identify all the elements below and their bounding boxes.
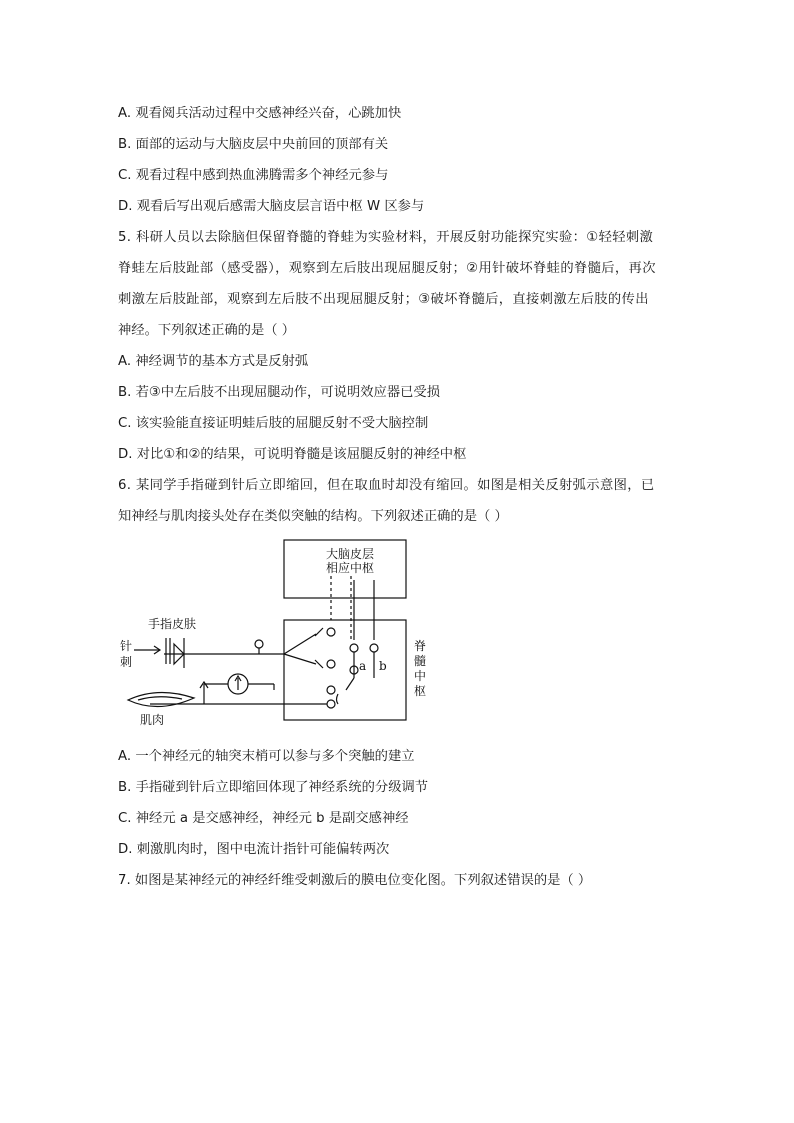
skin-label: 手指皮肤 bbox=[148, 617, 197, 631]
q5-option-c: C. 该实验能直接证明蛙后肢的屈腿反射不受大脑控制 bbox=[118, 416, 429, 431]
spinal-label-2: 髓 bbox=[414, 654, 427, 668]
spinal-label-4: 枢 bbox=[414, 684, 427, 698]
needle-label-2: 刺 bbox=[120, 655, 133, 669]
q6-option-b: B. 手指碰到针后立即缩回体现了神经系统的分级调节 bbox=[118, 780, 429, 795]
spinal-cord-box bbox=[284, 620, 406, 720]
q5-option-a: A. 神经调节的基本方式是反射弧 bbox=[118, 354, 309, 369]
q6-option-d: D. 刺激肌肉时，图中电流计指针可能偏转两次 bbox=[118, 842, 390, 857]
muscle-label: 肌肉 bbox=[140, 713, 165, 727]
q4-option-a: A. 观看阅兵活动过程中交感神经兴奋，心跳加快 bbox=[118, 106, 402, 121]
neuron-label-b: b bbox=[379, 659, 387, 673]
q6-stem-line-2: 知神经与肌肉接头处存在类似突触的结构。下列叙述正确的是（ ） bbox=[118, 509, 508, 524]
q5-option-b: B. 若③中左后肢不出现屈腿动作，可说明效应器已受损 bbox=[118, 385, 441, 400]
synapse-knob-1 bbox=[327, 628, 335, 636]
synapse-knob-4 bbox=[327, 660, 335, 668]
synapse-knob-6 bbox=[327, 686, 335, 694]
reflex-arc-diagram bbox=[118, 538, 438, 728]
q4-option-b: B. 面部的运动与大脑皮层中央前回的顶部有关 bbox=[118, 137, 389, 152]
cortex-label-1: 大脑皮层 bbox=[326, 547, 375, 561]
q5-stem-line-4: 神经。下列叙述正确的是（ ） bbox=[118, 323, 296, 338]
q5-stem-line-3: 刺激左后肢趾部，观察到左后肢不出现屈腿反射；③破坏脊髓后，直接刺激左后肢的传出 bbox=[118, 292, 649, 307]
q5-stem-line-1: 5. 科研人员以去除脑但保留脊髓的脊蛙为实验材料，开展反射功能探究实验：①轻轻刺激 bbox=[118, 230, 654, 245]
q5-stem-line-2: 脊蛙左后肢趾部（感受器），观察到左后肢出现屈腿反射；②用针破坏脊蛙的脊髓后，再次 bbox=[118, 261, 656, 276]
axon-marker bbox=[255, 640, 263, 648]
cortex-label-2: 相应中枢 bbox=[326, 561, 375, 575]
q6-option-a: A. 一个神经元的轴突末梢可以参与多个突触的建立 bbox=[118, 749, 415, 764]
q5-option-d: D. 对比①和②的结果，可说明脊髓是该屈腿反射的神经中枢 bbox=[118, 447, 467, 462]
synapse-knob-7 bbox=[327, 700, 335, 708]
spinal-label-1: 脊 bbox=[414, 639, 427, 653]
spinal-label-3: 中 bbox=[414, 669, 427, 683]
synapse-knob-3 bbox=[370, 644, 378, 652]
q7-stem: 7. 如图是某神经元的神经纤维受刺激后的膜电位变化图。下列叙述错误的是（ ） bbox=[118, 873, 592, 888]
q6-stem-line-1: 6. 某同学手指碰到针后立即缩回，但在取血时却没有缩回。如图是相关反射弧示意图，已 bbox=[118, 478, 655, 493]
needle-label-1: 针 bbox=[120, 639, 133, 653]
synapse-knob-2 bbox=[350, 644, 358, 652]
q6-option-c: C. 神经元 a 是交感神经，神经元 b 是副交感神经 bbox=[118, 811, 409, 826]
neuron-label-a: a bbox=[359, 659, 367, 673]
q4-option-d: D. 观看后写出观后感需大脑皮层言语中枢 W 区参与 bbox=[118, 199, 425, 214]
q4-option-c: C. 观看过程中感到热血沸腾需多个神经元参与 bbox=[118, 168, 389, 183]
